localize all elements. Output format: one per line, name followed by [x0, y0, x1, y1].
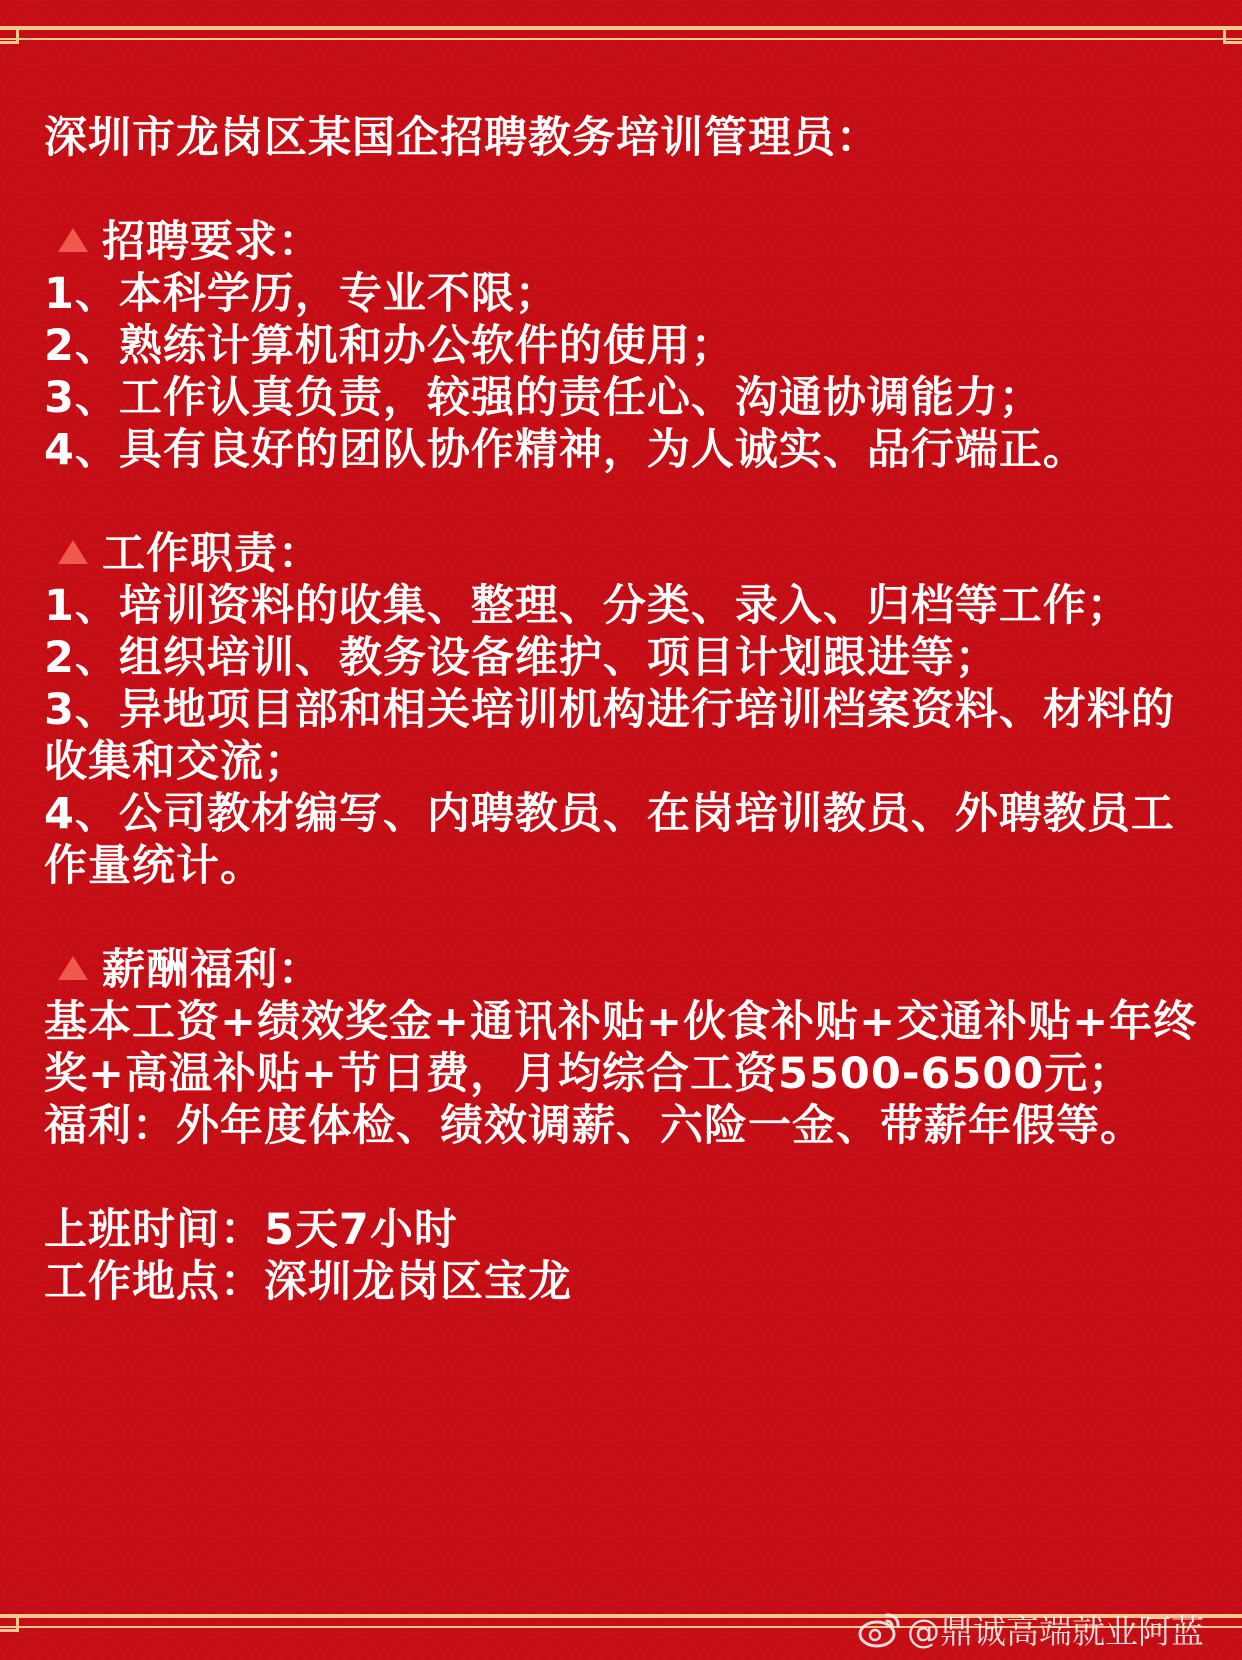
page-title: 深圳市龙岗区某国企招聘教务培训管理员： — [44, 113, 880, 163]
red-triangle-icon — [58, 228, 88, 252]
watermark-text: @鼎诚高端就业阿蓝 — [907, 1611, 1204, 1651]
benefits-heading — [44, 944, 1204, 996]
requirement-item: 1、本科学历，专业不限； — [44, 269, 559, 319]
top-frame-line-inner — [0, 38, 1242, 40]
weibo-icon — [857, 1609, 903, 1649]
requirement-item: 3、工作认真负责，较强的责任心、沟通协调能力； — [44, 373, 1043, 423]
top-frame-line — [0, 26, 1242, 30]
red-triangle-icon — [58, 956, 88, 980]
top-right-corner-ornament — [1223, 26, 1242, 44]
work-location: 工作地点：深圳龙岗区宝龙 — [44, 1257, 572, 1307]
requirement-item: 2、熟练计算机和办公软件的使用； — [44, 321, 735, 371]
duty-item: 2、组织培训、教务设备维护、项目计划跟进等； — [44, 633, 999, 683]
requirements-heading — [44, 216, 1204, 268]
benefit-item: 基本工资+绩效奖金+通讯补贴+伙食补贴+交通补贴+年终奖+高温补贴+节日费，月均综合工资5500-6500元； — [44, 997, 1198, 1099]
requirement-item: 4、具有良好的团队协作精神，为人诚实、品行端正。 — [44, 425, 1087, 475]
bottom-left-corner-ornament — [0, 1614, 19, 1632]
benefit-item: 福利：外年度体检、绩效调薪、六险一金、带薪年假等。 — [44, 1101, 1144, 1151]
requirements-heading-label: 招聘要求： — [102, 217, 322, 267]
top-left-corner-ornament — [0, 26, 19, 44]
benefits-heading-label: 薪酬福利： — [102, 945, 322, 995]
work-schedule: 上班时间：5天7小时 — [44, 1205, 458, 1255]
job-posting — [44, 112, 1204, 1308]
duty-item: 3、异地项目部和相关培训机构进行培训档案资料、材料的收集和交流； — [44, 685, 1175, 787]
duties-heading-label: 工作职责： — [102, 529, 322, 579]
watermark — [857, 1604, 1204, 1654]
duties-heading — [44, 528, 1204, 580]
duty-item: 4、公司教材编写、内聘教员、在岗培训教员、外聘教员工作量统计。 — [44, 789, 1175, 891]
red-triangle-icon — [58, 540, 88, 564]
duty-item: 1、培训资料的收集、整理、分类、录入、归档等工作； — [44, 581, 1131, 631]
